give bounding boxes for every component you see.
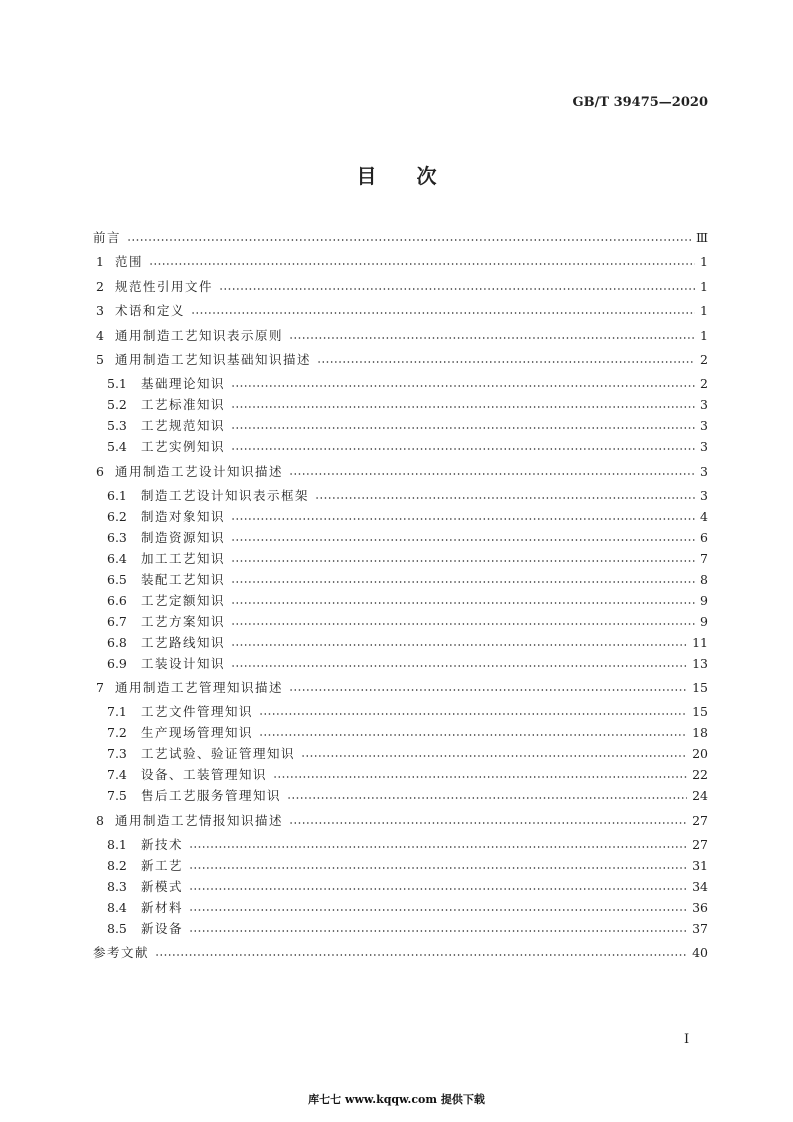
toc-entry-title: 设备、工装管理知识 — [141, 767, 268, 783]
toc-entry-title: 新模式 — [141, 878, 184, 894]
toc-entry-title: 生产现场管理知识 — [141, 725, 254, 741]
toc-leader-dots — [189, 835, 687, 855]
toc-entry — [93, 462, 708, 482]
toc-entry-page: 4 — [700, 509, 708, 524]
toc-entry-number: 6.8 — [107, 634, 127, 650]
toc-entry-page: 20 — [692, 746, 708, 762]
toc-entry-page: 3 — [700, 463, 708, 479]
toc-entry-title: 制造对象知识 — [141, 509, 226, 524]
toc-leader-dots — [317, 350, 695, 370]
toc-leader-dots — [189, 877, 687, 897]
toc-entry — [107, 723, 708, 743]
toc-entry-page: 24 — [692, 788, 708, 804]
toc-entry-page: Ⅲ — [695, 230, 708, 245]
toc-entry-number: 7 — [96, 679, 104, 695]
toc-entry-page: 37 — [692, 920, 708, 936]
toc-entry-page: 3 — [700, 488, 708, 503]
toc-entry-title: 通用制造工艺知识基础知识描述 — [115, 352, 312, 367]
toc-entry-title: 售后工艺服务管理知识 — [141, 788, 282, 804]
toc-entry-page: 9 — [700, 592, 708, 608]
toc-entry-number: 6.9 — [107, 655, 127, 671]
toc-entry-number: 5 — [96, 352, 104, 367]
toc-leader-dots — [231, 654, 687, 674]
toc-entry — [107, 416, 708, 436]
toc-entry-page: 11 — [692, 634, 708, 650]
toc-entry-title: 工艺规范知识 — [141, 418, 226, 434]
toc-entry — [93, 277, 708, 297]
toc-leader-dots — [149, 252, 695, 272]
toc-entry — [107, 835, 708, 855]
toc-leader-dots — [289, 811, 687, 831]
toc-entry-number: 6.1 — [107, 488, 127, 503]
toc-entry-page: 3 — [700, 397, 708, 413]
toc-entry-title: 工艺方案知识 — [141, 613, 226, 629]
toc-entry-page: 15 — [692, 704, 708, 720]
toc-entry-number: 7.5 — [107, 788, 127, 804]
toc-entry-number: 4 — [96, 327, 104, 343]
toc-leader-dots — [127, 228, 691, 248]
toc-entry-title: 工艺文件管理知识 — [141, 704, 254, 720]
toc-leader-dots — [287, 786, 687, 806]
toc-entry-number: 5.3 — [107, 418, 127, 434]
toc-entry-page: 18 — [692, 725, 708, 741]
toc-leader-dots — [231, 437, 695, 457]
toc-leader-dots — [231, 416, 695, 436]
toc-entry-number: 6.4 — [107, 550, 127, 566]
toc-entry — [107, 856, 708, 876]
toc-entry — [93, 943, 708, 963]
toc-leader-dots — [231, 549, 695, 569]
toc-entry-number: 6.5 — [107, 571, 127, 587]
toc-entry-number: 8.3 — [107, 878, 127, 894]
toc-entry-title: 通用制造工艺设计知识描述 — [115, 463, 284, 479]
toc-leader-dots — [231, 612, 695, 632]
toc-leader-dots — [231, 633, 687, 653]
toc-entry-number: 2 — [96, 278, 104, 294]
toc-entry — [107, 702, 708, 722]
toc-leader-dots — [259, 702, 687, 722]
toc-entry — [93, 228, 708, 248]
toc-entry-number: 8.4 — [107, 899, 127, 915]
toc-entry — [107, 765, 708, 785]
toc-entry-number: 1 — [96, 254, 104, 270]
toc-entry-number: 3 — [96, 303, 104, 319]
toc-entry-page: 40 — [692, 945, 708, 961]
toc-entry-title: 新工艺 — [141, 857, 184, 873]
toc-leader-dots — [231, 395, 695, 415]
standard-code: GB/T 39475—2020 — [572, 95, 708, 110]
toc-entry-page: 13 — [692, 655, 708, 671]
toc-entry — [107, 877, 708, 897]
toc-leader-dots — [289, 326, 695, 346]
toc-entry-number: 5.2 — [107, 397, 127, 413]
toc-leader-dots — [191, 301, 695, 321]
toc-entry-page: 3 — [700, 418, 708, 434]
toc-leader-dots — [189, 898, 687, 918]
toc-entry — [107, 654, 708, 674]
toc-entry-number: 7.3 — [107, 746, 127, 762]
toc-entry-title: 通用制造工艺管理知识描述 — [115, 679, 284, 695]
toc-entry-page: 8 — [700, 571, 708, 587]
toc-entry — [93, 811, 708, 831]
toc-entry-number: 6.3 — [107, 529, 127, 545]
footer-download-note: 库七七 www.kqqw.com 提供下载 — [308, 1093, 485, 1106]
toc-entry — [107, 437, 708, 457]
toc-entry-number: 5.1 — [107, 376, 127, 392]
toc-entry-title: 前言 — [93, 230, 122, 245]
toc-leader-dots — [289, 678, 687, 698]
toc-entry-title: 制造工艺设计知识表示框架 — [141, 488, 310, 503]
toc-entry — [93, 326, 708, 346]
toc-leader-dots — [219, 277, 695, 297]
toc-entry-title: 通用制造工艺知识表示原则 — [115, 327, 284, 343]
toc-entry-page: 27 — [692, 836, 708, 852]
toc-entry-page: 31 — [692, 857, 708, 873]
toc-entry-page: 27 — [692, 812, 708, 828]
toc-leader-dots — [231, 528, 695, 548]
toc-entry-number: 7.1 — [107, 704, 127, 720]
toc-entry-title: 新设备 — [141, 920, 184, 936]
toc-entry — [107, 486, 708, 506]
toc-leader-dots — [189, 856, 687, 876]
toc-entry — [107, 898, 708, 918]
toc-entry — [107, 507, 708, 527]
toc-entry — [107, 374, 708, 394]
toc-entry-number: 8.5 — [107, 920, 127, 936]
toc-entry-title: 工艺实例知识 — [141, 439, 226, 455]
toc-entry-page: 1 — [700, 327, 708, 343]
toc-entry-number: 6.6 — [107, 592, 127, 608]
toc-entry — [107, 591, 708, 611]
page-title: 目 次 — [356, 164, 437, 188]
toc-entry — [107, 570, 708, 590]
toc-entry-page: 34 — [692, 878, 708, 894]
toc-entry-title: 通用制造工艺情报知识描述 — [115, 812, 284, 828]
toc-entry-title: 规范性引用文件 — [115, 278, 214, 294]
toc-leader-dots — [231, 374, 695, 394]
toc-entry — [107, 633, 708, 653]
toc-entry-page: 36 — [692, 899, 708, 915]
toc-leader-dots — [155, 943, 687, 963]
toc-entry-page: 22 — [692, 767, 708, 783]
toc-entry-page: 6 — [700, 529, 708, 545]
toc-entry — [107, 549, 708, 569]
toc-entry-number: 6 — [96, 463, 104, 479]
toc-entry-title: 装配工艺知识 — [141, 571, 226, 587]
toc-entry-title: 制造资源知识 — [141, 529, 226, 545]
toc-entry — [107, 612, 708, 632]
toc-entry — [107, 744, 708, 764]
toc-entry-number: 7.4 — [107, 767, 127, 783]
toc-entry — [93, 678, 708, 698]
toc-leader-dots — [273, 765, 687, 785]
toc-entry-number: 8 — [96, 812, 104, 828]
toc-entry-title: 新技术 — [141, 836, 184, 852]
toc-leader-dots — [289, 462, 695, 482]
toc-entry-number: 8.1 — [107, 836, 127, 852]
toc-entry-title: 参考文献 — [93, 945, 150, 961]
toc-leader-dots — [315, 486, 695, 506]
toc-entry-title: 工艺定额知识 — [141, 592, 226, 608]
toc-entry-page: 1 — [700, 278, 708, 294]
toc-entry-title: 工装设计知识 — [141, 655, 226, 671]
toc-entry — [93, 350, 708, 370]
toc-entry-number: 5.4 — [107, 439, 127, 455]
toc-entry-title: 基础理论知识 — [141, 376, 226, 392]
toc-leader-dots — [301, 744, 687, 764]
toc-entry — [93, 252, 708, 272]
toc-entry-title: 新材料 — [141, 899, 184, 915]
toc-leader-dots — [231, 570, 695, 590]
toc-entry-page: 1 — [700, 303, 708, 319]
toc-entry-page: 2 — [700, 376, 708, 392]
toc-entry-page: 15 — [692, 679, 708, 695]
toc-entry — [93, 301, 708, 321]
toc-entry-page: 1 — [700, 254, 708, 270]
toc-entry-title: 范围 — [115, 254, 144, 270]
toc-entry-number: 6.2 — [107, 509, 127, 524]
toc-entry-page: 9 — [700, 613, 708, 629]
toc-entry — [107, 786, 708, 806]
toc-entry-number: 6.7 — [107, 613, 127, 629]
toc-entry-page: 7 — [700, 550, 708, 566]
toc-leader-dots — [189, 919, 687, 939]
toc-entry — [107, 919, 708, 939]
toc-entry — [107, 395, 708, 415]
toc-entry-title: 工艺路线知识 — [141, 634, 226, 650]
toc-entry-title: 加工工艺知识 — [141, 550, 226, 566]
toc-entry — [107, 528, 708, 548]
toc-entry-page: 3 — [700, 439, 708, 455]
toc-entry-number: 7.2 — [107, 725, 127, 741]
toc-entry-number: 8.2 — [107, 857, 127, 873]
page-number: I — [684, 1032, 690, 1047]
toc-entry-page: 2 — [700, 352, 708, 367]
toc-leader-dots — [231, 591, 695, 611]
toc-entry-title: 工艺标准知识 — [141, 397, 226, 413]
toc-entry-title: 工艺试验、验证管理知识 — [141, 746, 296, 762]
toc-entry-title: 术语和定义 — [115, 303, 186, 319]
toc-leader-dots — [231, 507, 695, 527]
toc-leader-dots — [259, 723, 687, 743]
